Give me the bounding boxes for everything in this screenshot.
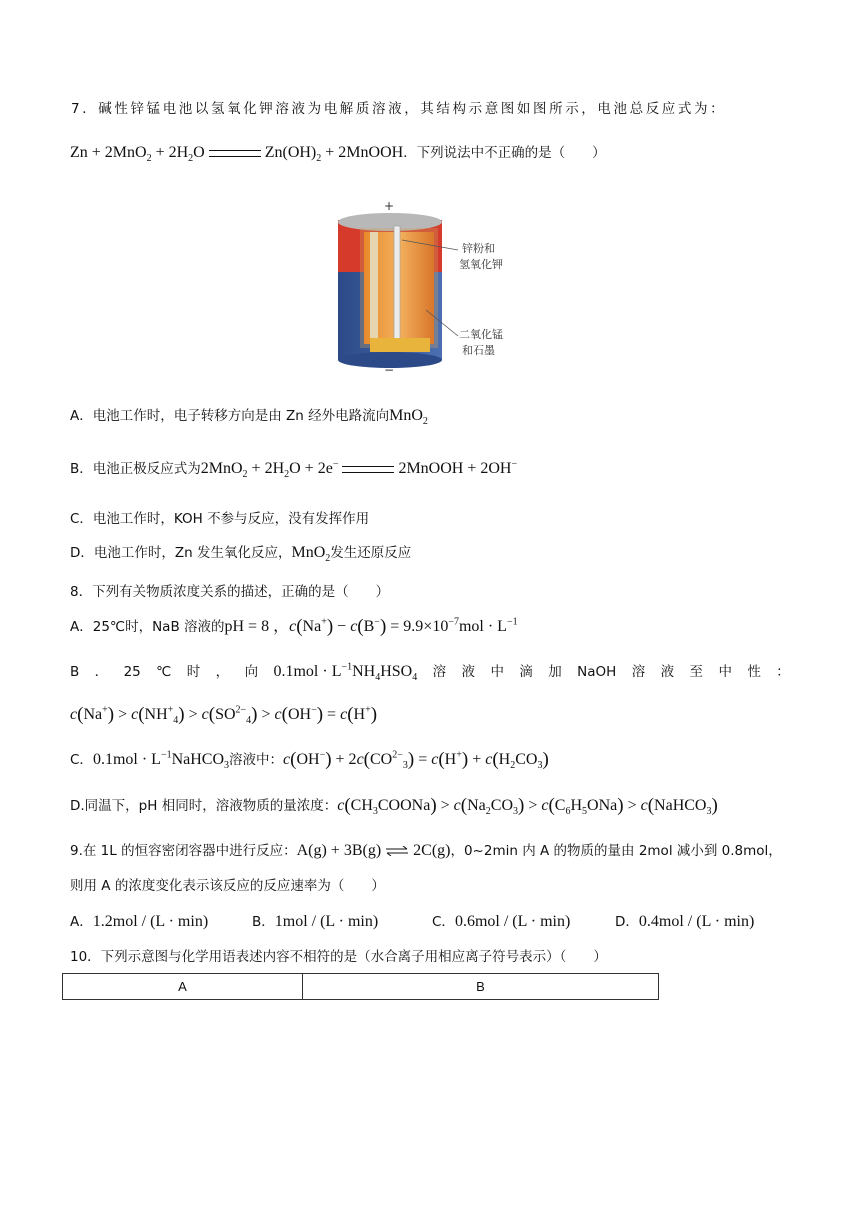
label-mno2: 二氧化锰 bbox=[459, 328, 503, 341]
table-row bbox=[63, 974, 659, 1000]
equilibrium-arrows-icon bbox=[385, 846, 409, 856]
q7-option-d-suffix: 发生还原反应 bbox=[330, 545, 412, 561]
q9-stem-line2: 则用 A 的浓度变化表示该反应的反应速率为（ ） bbox=[70, 878, 385, 894]
q8-b-token: ℃ bbox=[156, 664, 172, 680]
q8-b-token: 向 bbox=[244, 664, 259, 680]
q7-stem: 7．碱性锌锰电池以氢氧化钾溶液为电解质溶液，其结构示意图如图所示，电池总反应式为： bbox=[71, 101, 727, 117]
plus-terminal: + bbox=[384, 199, 395, 213]
table-header-b: B bbox=[303, 974, 659, 1000]
table-header-a: A bbox=[63, 974, 303, 1000]
q7-equation-tail: ．下列说法中不正确的是（ ） bbox=[403, 145, 606, 161]
q9-option-b-label: B． bbox=[252, 914, 275, 930]
q9-stem-prefix: 9.在 1L 的恒容密闭容器中进行反应： bbox=[70, 843, 297, 859]
battery-diagram bbox=[330, 198, 540, 376]
q7-equation: $Zn + 2MnO_2 + 2H_2O$ $Zn(OH)_2$ + 2MnOOH．下列说法中不正确的是（ ） bbox=[70, 144, 606, 165]
q8-b-token: 溶 bbox=[631, 664, 646, 680]
q8-b-token: 性 bbox=[747, 664, 761, 680]
q8-b-token: 液 bbox=[461, 664, 476, 680]
q8-option-b-line1 bbox=[70, 662, 790, 682]
q7-option-a-text: A．电池工作时，电子转移方向是由 Zn 经外电路流向 bbox=[70, 408, 390, 424]
q9-option-a-label: A． bbox=[70, 914, 93, 930]
q9-option-d-label: D． bbox=[615, 914, 639, 930]
q8-option-b-line2: $c(Na^+) > c(NH^+_4) > c(SO^{2-}_4) > c(OH^-) = c(H^+)$ bbox=[70, 704, 378, 727]
q8-option-d-prefix: D.同温下，pH 相同时，溶液物质的量浓度： bbox=[70, 798, 338, 814]
q9-stem-suffix: ，0~2min 内 A 的物质的量由 2mol 减小到 0.8mol， bbox=[450, 843, 782, 859]
q8-b-token: 滴 bbox=[519, 664, 533, 680]
q8-option-c-prefix: C． bbox=[70, 752, 93, 768]
q8-b-token: 液 bbox=[660, 664, 675, 680]
q8-b-token: 中 bbox=[490, 664, 504, 680]
q8-stem: 8．下列有关物质浓度关系的描述，正确的是（ ） bbox=[70, 584, 390, 600]
q10-stem: 10．下列示意图与化学用语表述内容不相符的是（水合离子用相应离子符号表示）（ ） bbox=[70, 949, 607, 965]
q8-option-c-mid: 溶液中： bbox=[229, 752, 284, 768]
q7-option-b: B．电池正极反应式为$2MnO_2 + 2H_2O + 2e^-$ 2MnOOH + 2OH− bbox=[70, 458, 518, 481]
q7-option-d: D．电池工作时，Zn 发生氧化反应，MnO$_2$发生还原反应 bbox=[70, 544, 412, 565]
q9-option-c-label: C． bbox=[432, 914, 455, 930]
q10-table bbox=[62, 973, 659, 1000]
label-zinc-powder: 锌粉和 bbox=[462, 242, 495, 255]
q8-b-token: ． bbox=[94, 664, 109, 680]
label-koh: 氢氧化钾 bbox=[459, 258, 503, 271]
q8-b-token: 加 bbox=[548, 664, 562, 680]
q8-b-reagent: $0.1mol \cdot L^{-1}NH_4HSO_4$ bbox=[273, 661, 418, 684]
q8-option-c: C．$0.1mol \cdot L^{-1}NaHCO_3$溶液中：$c(OH^-) + 2c(CO^{2-}_3) = c(H^+) + c(H_2CO_3)$ bbox=[70, 749, 549, 772]
q9-option-a: A．1.2mol / (L · min) bbox=[70, 913, 209, 930]
q8-b-token: ， bbox=[215, 664, 230, 680]
q9-option-b: B．1mol / (L · min) bbox=[252, 913, 379, 930]
q7-option-d-prefix: D．电池工作时，Zn 发生氧化反应， bbox=[70, 545, 292, 561]
q8-b-token: 25 bbox=[123, 664, 141, 680]
q8-b-token: ： bbox=[776, 664, 790, 680]
q8-option-d: D.同温下，pH 相同时，溶液物质的量浓度：$c(CH_3COONa) > c(Na_2CO_3) > c(C_6H_5ONa)$ > c(NaHCO$_3$) bbox=[70, 795, 718, 818]
q8-b-token: NaOH bbox=[577, 664, 617, 680]
q8-b-token: B bbox=[70, 664, 80, 680]
q8-b-token: 溶 bbox=[432, 664, 447, 680]
q7-option-c: C．电池工作时，KOH 不参与反应，没有发挥作用 bbox=[70, 511, 370, 527]
q7-option-b-text: B．电池正极反应式为 bbox=[70, 461, 201, 477]
q8-b-token: 至 bbox=[689, 664, 704, 680]
q8-option-a: A．25℃时，NaB 溶液的pH = 8 ，$c(Na^+) - c(B^-) = 9.9\times 10^{-7}mol \cdot L^{-1}$ bbox=[70, 616, 518, 637]
q8-option-a-prefix: A．25℃时，NaB 溶液的 bbox=[70, 619, 225, 635]
label-graphite: 和石墨 bbox=[462, 344, 495, 357]
minus-terminal: − bbox=[384, 363, 395, 376]
q9-stem-line1: 9.在 1L 的恒容密闭容器中进行反应：A(g) + 3B(g) 2C(g)，0~2min 内 A 的物质的量由 2mol 减小到 0.8mol， bbox=[70, 842, 782, 859]
q7-option-a: A．电池工作时，电子转移方向是由 Zn 经外电路流向MnO$_2$ bbox=[70, 407, 428, 428]
q9-option-c: C．0.6mol / (L · min) bbox=[432, 913, 571, 930]
q9-option-d: D．0.4mol / (L · min) bbox=[615, 913, 755, 930]
q8-b-token: 中 bbox=[718, 664, 732, 680]
q8-b-token: 时 bbox=[186, 664, 201, 680]
